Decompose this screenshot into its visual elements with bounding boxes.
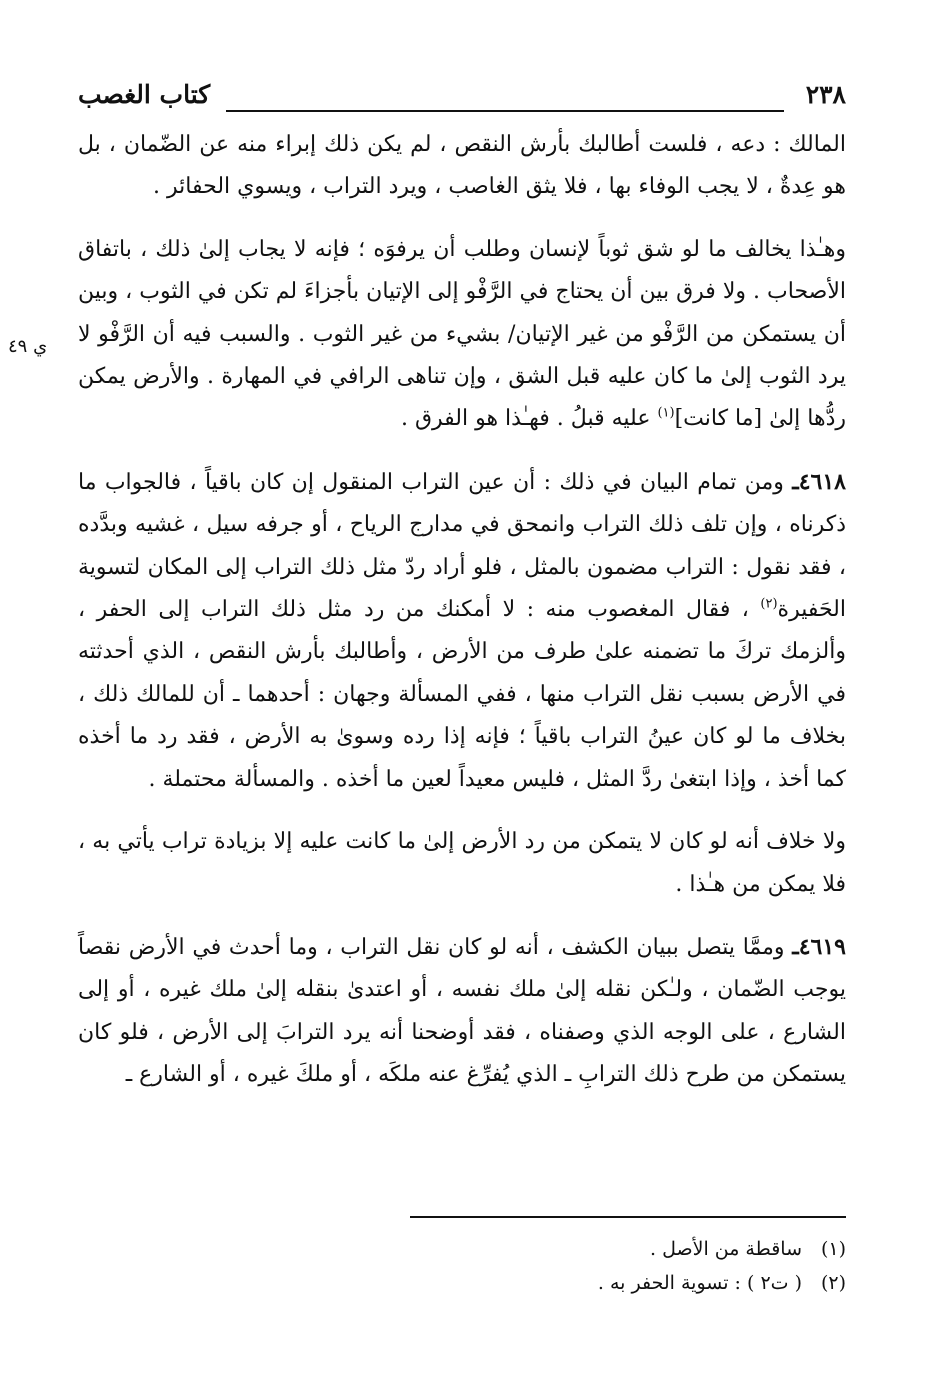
- page-header: [78, 80, 846, 124]
- footnote-number: (٢): [820, 1272, 846, 1294]
- footnote-number: (١): [820, 1238, 846, 1260]
- footnotes: [246, 1232, 846, 1300]
- page-number: ٢٣٨: [805, 80, 846, 109]
- footnote-text: ساقطة من الأصل .: [650, 1238, 802, 1260]
- footnote-marker: (١): [657, 406, 675, 422]
- footnote-marker: (٢): [760, 596, 778, 612]
- running-title: كتاب الغصب: [78, 80, 211, 109]
- paragraph: [78, 229, 846, 441]
- paragraph-text: ومن تمام البيان في ذلك : أن عين التراب المنقول إن كان باقياً ، فالجواب ما ذكرناه ، وإن تلف ذلك التراب وانمحق في مدارج الرياح ، أو جرفه سيل ، غشيه وبدَّده ، فقد نقول : التراب مضمون بالمثل ، فلو أراد ردّ مثل ذلك التراب إلى المكان لتسوية الحَفيرة: [78, 469, 846, 623]
- paragraph-text-tail: ، فقال المغصوب منه : لا أمكنك من رد مثل ذلك التراب إلى الحفر ، وألزمك تركَ ما تضمنه علىٰ طرف من الأرض ، وأطالبك بأرش النقص ، الذي أحدثته في الأرض بسبب نقل التراب منها ، ففي المسألة وجهان : أحدهما ـ أن للمالك ذلك ، بخلاف ما لو كان عينُ التراب باقياً ؛ فإنه إذا رده وسوىٰ به الأرض ، فقد رد ما أخذه كما أخذ ، وإذا ابتغىٰ ردَّ المثل ، فليس معيداً لعين ما أخذه . والمسألة محتملة .: [78, 597, 846, 792]
- paragraph-number: ٤٦١٨ـ: [792, 468, 846, 495]
- paragraph-text: ولا خلاف أنه لو كان لا يتمكن من رد الأرض إلىٰ ما كانت عليه إلا بزيادة تراب يأتي به ، فلا يمكن من هـٰذا .: [78, 829, 846, 897]
- footnote: [246, 1266, 846, 1300]
- paragraph-text: وهـٰذا يخالف ما لو شق ثوباً لإنسان وطلب أن يرفوَه ؛ فإنه لا يجاب إلىٰ ذلك ، باتفاق الأصحاب . ولا فرق بين أن يحتاج في الرَّفْو إلى الإتيان بأجزاءَ لم تكن في الثوب ، وبين أن يستمكن من الرَّفْو من غير الإتيان/ بشيء من غير الثوب . والسبب فيه أن الرَّفْو لا يرد الثوب إلىٰ ما كان عليه قبل الشق ، وإن تناهى الرافي في المهارة . والأرض يمكن ردُّها إلىٰ [ما كانت]: [78, 236, 846, 432]
- paragraph: [78, 461, 846, 801]
- paragraph-number: ٤٦١٩ـ: [792, 933, 846, 960]
- paragraph: [78, 926, 846, 1097]
- paragraph-text-tail: عليه قبلُ . فهـٰذا هو الفرق .: [400, 406, 658, 432]
- header-rule: [226, 110, 784, 112]
- margin-reference: ي ٤٩: [8, 336, 48, 357]
- paragraph: [78, 124, 846, 209]
- paragraph: [78, 821, 846, 906]
- paragraph-text: المالك : دعه ، فلست أطالبك بأرش النقص ، لم يكن ذلك إبراء منه عن الضّمان ، بل هو عِدةٌ ، لا يجب الوفاء بها ، فلا يثق الغاصب ، ويرد التراب ، ويسوي الحفائر .: [78, 132, 846, 200]
- footnote-text: ( ت٢ ) : تسوية الحفر به .: [597, 1272, 802, 1294]
- footnote-rule: [410, 1216, 846, 1218]
- footnote: [246, 1232, 846, 1266]
- paragraph-text: وممَّا يتصل ببيان الكشف ، أنه لو كان نقل التراب ، وما أحدث في الأرض نقصاً يوجب الضّمان ، ولـٰكن نقله إلىٰ ملك نفسه ، أو اعتدىٰ بنقله إلىٰ ملك غيره ، أو إلى الشارع ، على الوجه الذي وصفناه ، فقد أوضحنا أنه يرد الترابَ إلى الأرض ، فلو كان يستمكن من طرح ذلك الترابِ ـ الذي يُفرِّغ عنه ملكَه ، أو ملكَ غيره ، أو الشارع ـ: [78, 934, 846, 1088]
- main-text: [78, 124, 846, 1097]
